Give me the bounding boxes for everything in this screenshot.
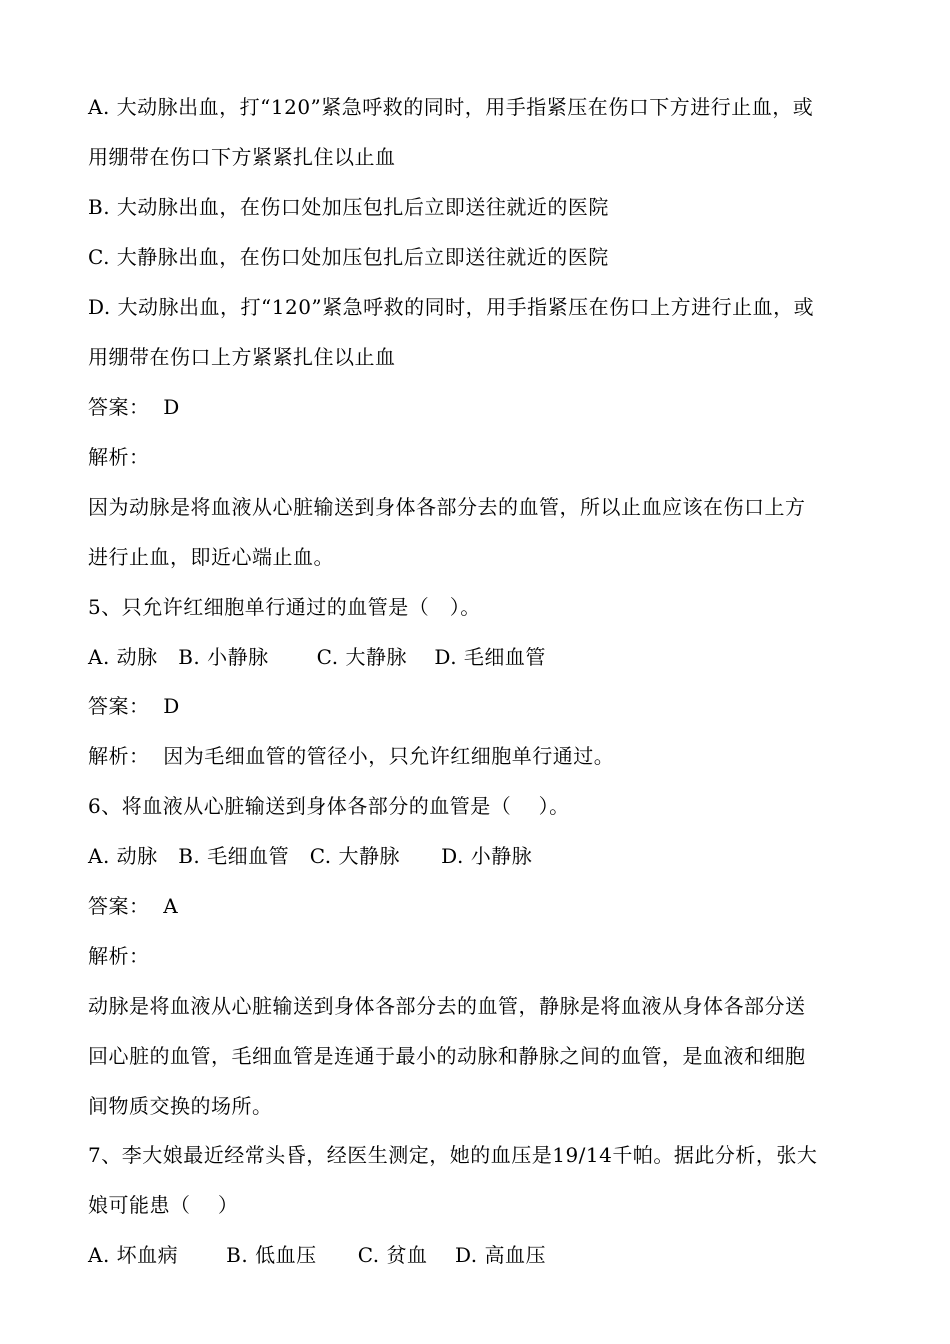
q6-analysis-line3: 间物质交换的场所。: [88, 1094, 273, 1118]
q4-option-a-line2: 用绷带在伤口下方紧紧扎住以止血: [88, 145, 396, 169]
q6-options: A. 动脉 B. 毛细血管 C. 大静脉 D. 小静脉: [88, 844, 533, 868]
q7-question-line2: 娘可能患（ ）: [88, 1193, 239, 1217]
q4-option-c: C. 大静脉出血，在伤口处加压包扎后立即送往就近的医院: [88, 245, 609, 269]
q6-analysis-label: 解析：: [88, 944, 150, 968]
q5-analysis: 解析： 因为毛细血管的管径小，只允许红细胞单行通过。: [88, 744, 615, 768]
q4-option-b: B. 大动脉出血，在伤口处加压包扎后立即送往就近的医院: [88, 195, 609, 219]
q6-analysis-line2: 回心脏的血管，毛细血管是连通于最小的动脉和静脉之间的血管，是血液和细胞: [88, 1044, 806, 1068]
q5-options: A. 动脉 B. 小静脉 C. 大静脉 D. 毛细血管: [88, 645, 546, 669]
q6-question: 6、将血液从心脏输送到身体各部分的血管是（ ）。: [88, 794, 570, 818]
q5-answer: 答案： D: [88, 694, 180, 718]
q4-option-d-line1: D. 大动脉出血，打“120”紧急呼救的同时，用手指紧压在伤口上方进行止血，或: [88, 295, 815, 319]
q5-question: 5、只允许红细胞单行通过的血管是（ ）。: [88, 595, 481, 619]
q4-answer: 答案： D: [88, 395, 180, 419]
q6-answer: 答案： A: [88, 894, 179, 918]
q4-option-d-line2: 用绷带在伤口上方紧紧扎住以止血: [88, 345, 396, 369]
q7-options: A. 坏血病 B. 低血压 C. 贫血 D. 高血压: [88, 1243, 546, 1267]
q6-analysis-line1: 动脉是将血液从心脏输送到身体各部分去的血管，静脉是将血液从身体各部分送: [88, 994, 806, 1018]
q4-analysis-line2: 进行止血，即近心端止血。: [88, 545, 334, 569]
q4-option-a-line1: A. 大动脉出血，打“120”紧急呼救的同时，用手指紧压在伤口下方进行止血，或: [88, 95, 814, 119]
q4-analysis-label: 解析：: [88, 445, 150, 469]
q4-analysis-line1: 因为动脉是将血液从心脏输送到身体各部分去的血管，所以止血应该在伤口上方: [88, 495, 806, 519]
q7-question-line1: 7、李大娘最近经常头昏，经医生测定，她的血压是19/14千帕。据此分析，张大: [88, 1143, 818, 1167]
